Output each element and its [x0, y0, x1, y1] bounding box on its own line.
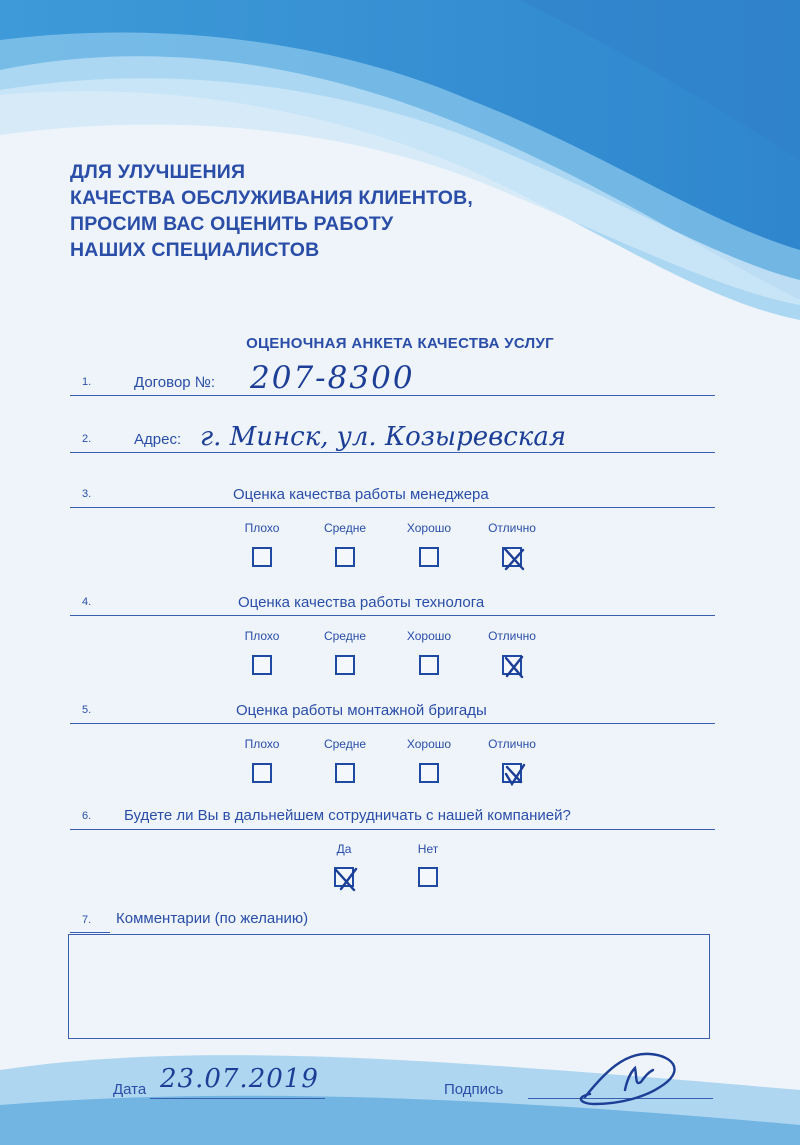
- rating-label-technologist: Оценка качества работы технолога: [238, 594, 485, 611]
- option-label: Да: [336, 842, 352, 856]
- checkbox-crew-bad[interactable]: [252, 763, 272, 783]
- item-number-4: 4.: [82, 596, 92, 608]
- option-label: Плохо: [244, 737, 280, 751]
- checkmark-x-icon: [333, 866, 359, 892]
- option-label: Плохо: [244, 521, 280, 535]
- signature-label: Подпись: [444, 1081, 504, 1098]
- item-number-5: 5.: [82, 704, 92, 716]
- checkbox-technologist-excellent[interactable]: [502, 655, 522, 675]
- intro-line-4: НАШИХ СПЕЦИАЛИСТОВ: [70, 239, 320, 261]
- checkbox-manager-bad[interactable]: [252, 547, 272, 567]
- option-label: Отлично: [488, 737, 536, 751]
- rating-line-technologist: [70, 615, 715, 616]
- option-label: Хорошо: [406, 521, 452, 535]
- contract-number-handwritten[interactable]: 207-8300: [250, 360, 415, 396]
- form-title: ОЦЕНОЧНАЯ АНКЕТА КАЧЕСТВА УСЛУГ: [246, 335, 554, 352]
- contract-label: Договор №:: [134, 374, 216, 391]
- option-label: Средне: [323, 629, 367, 643]
- item-number-1: 1.: [82, 376, 92, 388]
- address-line: [70, 452, 715, 453]
- option-label: Средне: [323, 737, 367, 751]
- checkmark-x-icon: [501, 654, 527, 680]
- checkbox-technologist-bad[interactable]: [252, 655, 272, 675]
- intro-line-3: ПРОСИМ ВАС ОЦЕНИТЬ РАБОТУ: [70, 213, 394, 235]
- address-label: Адрес:: [134, 431, 182, 448]
- intro-line-2: КАЧЕСТВА ОБСЛУЖИВАНИЯ КЛИЕНТОВ,: [70, 187, 474, 209]
- checkbox-cooperation-yes[interactable]: [334, 867, 354, 887]
- item-number-6: 6.: [82, 810, 92, 822]
- checkbox-crew-good[interactable]: [419, 763, 439, 783]
- option-label: Хорошо: [406, 629, 452, 643]
- checkmark-icon: [501, 762, 527, 788]
- checkbox-technologist-good[interactable]: [419, 655, 439, 675]
- comments-number-line: [70, 932, 110, 933]
- cooperation-label: Будете ли Вы в дальнейшем сотрудничать с нашей компанией?: [124, 807, 571, 824]
- checkbox-cooperation-no[interactable]: [418, 867, 438, 887]
- item-number-7: 7.: [82, 914, 92, 926]
- date-handwritten[interactable]: 23.07.2019: [160, 1064, 319, 1094]
- checkbox-crew-excellent[interactable]: [502, 763, 522, 783]
- rating-line-manager: [70, 507, 715, 508]
- checkbox-manager-excellent[interactable]: [502, 547, 522, 567]
- comments-label: Комментарии (по желанию): [116, 910, 309, 927]
- checkbox-crew-average[interactable]: [335, 763, 355, 783]
- intro-line-1: ДЛЯ УЛУЧШЕНИЯ: [70, 161, 246, 183]
- checkbox-manager-good[interactable]: [419, 547, 439, 567]
- option-label: Хорошо: [406, 737, 452, 751]
- item-number-3: 3.: [82, 488, 92, 500]
- signature-scribble[interactable]: [565, 1042, 695, 1114]
- intro-heading: [70, 159, 473, 263]
- date-line: [150, 1098, 325, 1099]
- option-label: Нет: [417, 842, 439, 856]
- checkbox-technologist-average[interactable]: [335, 655, 355, 675]
- rating-label-manager: Оценка качества работы менеджера: [233, 486, 489, 503]
- checkbox-manager-average[interactable]: [335, 547, 355, 567]
- option-label: Средне: [323, 521, 367, 535]
- option-label: Отлично: [488, 521, 536, 535]
- comments-textarea[interactable]: [68, 934, 710, 1039]
- checkmark-x-icon: [501, 546, 527, 572]
- rating-label-crew: Оценка работы монтажной бригады: [236, 702, 487, 719]
- rating-line-crew: [70, 723, 715, 724]
- cooperation-line: [70, 829, 715, 830]
- item-number-2: 2.: [82, 433, 92, 445]
- option-label: Плохо: [244, 629, 280, 643]
- date-label: Дата: [113, 1081, 147, 1098]
- address-handwritten[interactable]: г. Минск, ул. Козыревская: [200, 422, 567, 452]
- option-label: Отлично: [488, 629, 536, 643]
